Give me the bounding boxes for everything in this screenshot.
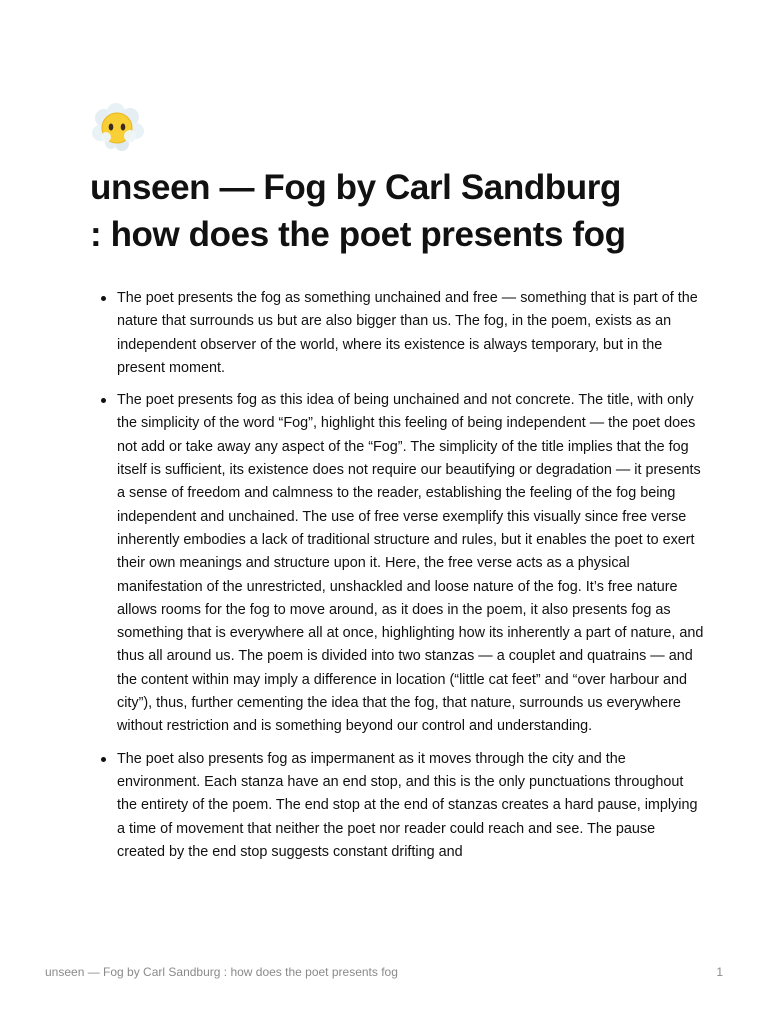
list-item: The poet presents fog as this idea of being unchained and not concrete. The title, with only the simplicity of the word “Fog”, highlight this feeling of being independent — the poet does not add or take away any aspect of the “Fog”. The simplicity of the title implies that the fog itself is sufficient, its existence does not require our beautifying or degradation — it presents a sense of freedom and calmness to the reader, establishing the feeling of the fog being independent and unchained. The use of free verse exemplify this visually since free verse inherently embodies a lack of traditional structure and rules, but it enables the poet to exert their own meanings and structure upon it. Here, the free verse acts as a physical manifestation of the unrestricted, unshackled and loose nature of the fog. It’s free nature allows rooms for the fog to move around, as it does in the poem, it also presents fog as something that is everywhere all at once, highlighting how its inherently a part of nature, and thus all around us. The poem is divided into two stanzas — a couplet and quatrains — and the content within may imply a difference in location (“little cat feet” and “over harbour and city”), thus, further cementing the idea that the fog, that nature, surrounds us everywhere without restriction and is something beyond our control and understanding. xyxy=(117,389,707,738)
page-number: 1 xyxy=(716,965,723,979)
list-item: The poet also presents fog as impermanent as it moves through the city and the environment. Each stanza have an end stop, and this is the only punctuations throughout the entirety of the poem. The end stop at the end of stanzas creates a hard pause, implying a time of movement that neither the poet nor reader could reach and see. The pause created by the end stop suggests constant drifting and xyxy=(117,748,707,864)
page-title-line-2: : how does the poet presents fog xyxy=(90,215,626,254)
fog-face-in-clouds-icon xyxy=(92,103,144,151)
page-title xyxy=(90,164,700,258)
footer-title: unseen — Fog by Carl Sandburg : how does the poet presents fog xyxy=(45,965,398,979)
list-item: The poet presents the fog as something unchained and free — something that is part of the nature that surrounds us but are also bigger than us. The fog, in the poem, exists as an independent observer of the world, where its existence is always temporary, but in the present moment. xyxy=(117,287,707,380)
bullet-list xyxy=(95,287,707,873)
page-title-line-1: unseen — Fog by Carl Sandburg xyxy=(90,168,621,207)
